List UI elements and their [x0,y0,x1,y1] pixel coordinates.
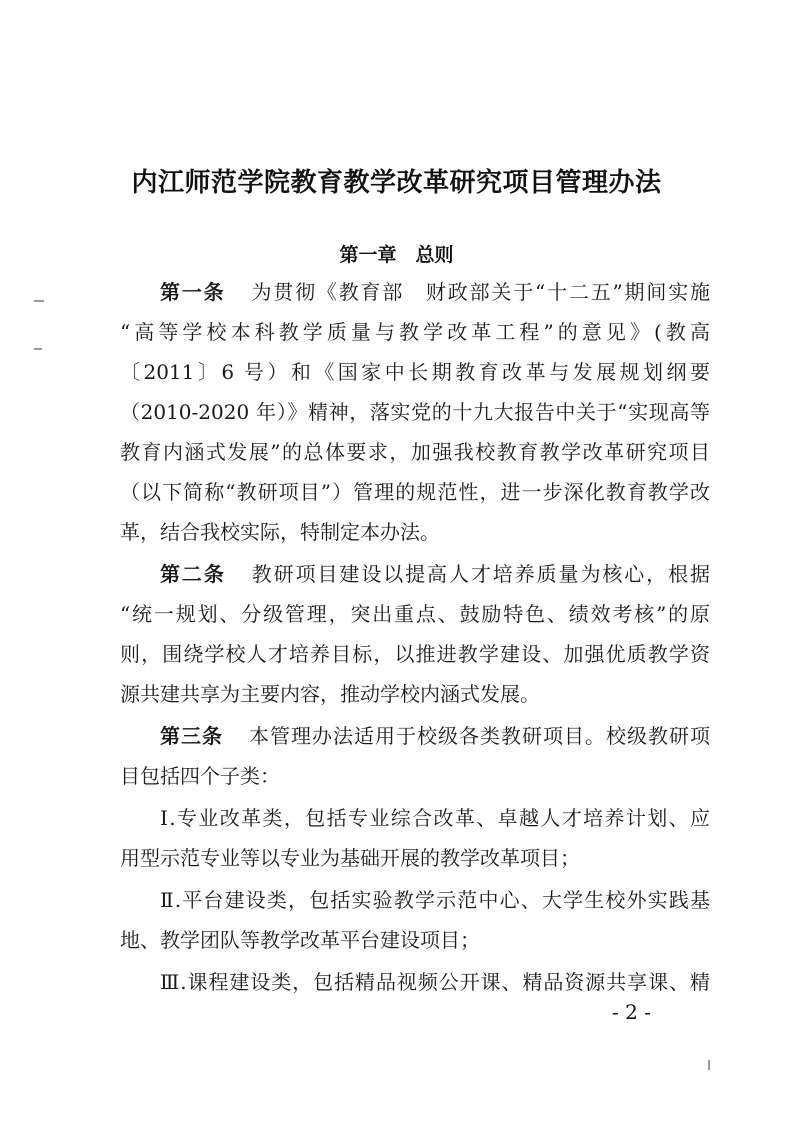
article-2-line-1: 第二条 教研项目建设以提高人才培养质量为核心，根据 [160,562,710,586]
article-3-line-1: 第三条 本管理办法适用于校级各类教研项目。校级教研项 [160,724,710,748]
article-3-line-2: 目包括四个子类： [120,764,280,788]
scan-artifact-mark [34,300,44,302]
chapter-heading: 第一章 总则 [339,244,454,266]
article-3-number: 第三条 [160,724,223,748]
article-1-number: 第一条 [160,280,226,304]
category-3-line-1: Ⅲ.课程建设类，包括精品视频公开课、精品资源共享课、精 [160,970,710,994]
category-1-line-2: 用型示范专业等以专业为基础开展的教学改革项目； [120,846,580,870]
category-2-line-2: 地、教学团队等教学改革平台建设项目； [120,928,480,952]
article-2-line-4: 源共建共享为主要内容，推动学校内涵式发展。 [120,682,540,706]
article-2-line-2: “统一规划、分级管理，突出重点、鼓励特色、绩效考核”的原 [120,602,710,626]
category-2-line-1: Ⅱ.平台建设类，包括实验教学示范中心、大学生校外实践基 [160,888,710,912]
category-1-line-1: Ⅰ.专业改革类，包括专业综合改革、卓越人才培养计划、应 [160,806,710,830]
article-1-line-6: （以下简称“教研项目”）管理的规范性，进一步深化教育教学改 [120,480,710,504]
article-2-line-3: 则，围绕学校人才培养目标，以推进教学建设、加强优质教学资 [120,642,710,666]
document-title: 内江师范学院教育教学改革研究项目管理办法 [131,168,662,198]
article-2-number: 第二条 [160,562,226,586]
article-1-line-2: “高等学校本科教学质量与教学改革工程”的意见》(教高 [120,320,710,344]
page-number: - 2 - [612,1000,651,1024]
article-1-line-7: 革，结合我校实际，特制定本办法。 [120,520,440,544]
scan-artifact-mark [708,1060,710,1070]
article-1-line-4: （2010-2020 年）》精神，落实党的十九大报告中关于“实现高等 [120,400,710,424]
scan-artifact-mark [34,348,42,350]
article-1-line-3: 〔2011〕6 号）和《国家中长期教育改革与发展规划纲要 [120,360,710,384]
article-1-line-1: 第一条 为贯彻《教育部 财政部关于“十二五”期间实施 [160,280,710,304]
article-1-line-5: 教育内涵式发展”的总体要求，加强我校教育教学改革研究项目 [120,440,710,464]
